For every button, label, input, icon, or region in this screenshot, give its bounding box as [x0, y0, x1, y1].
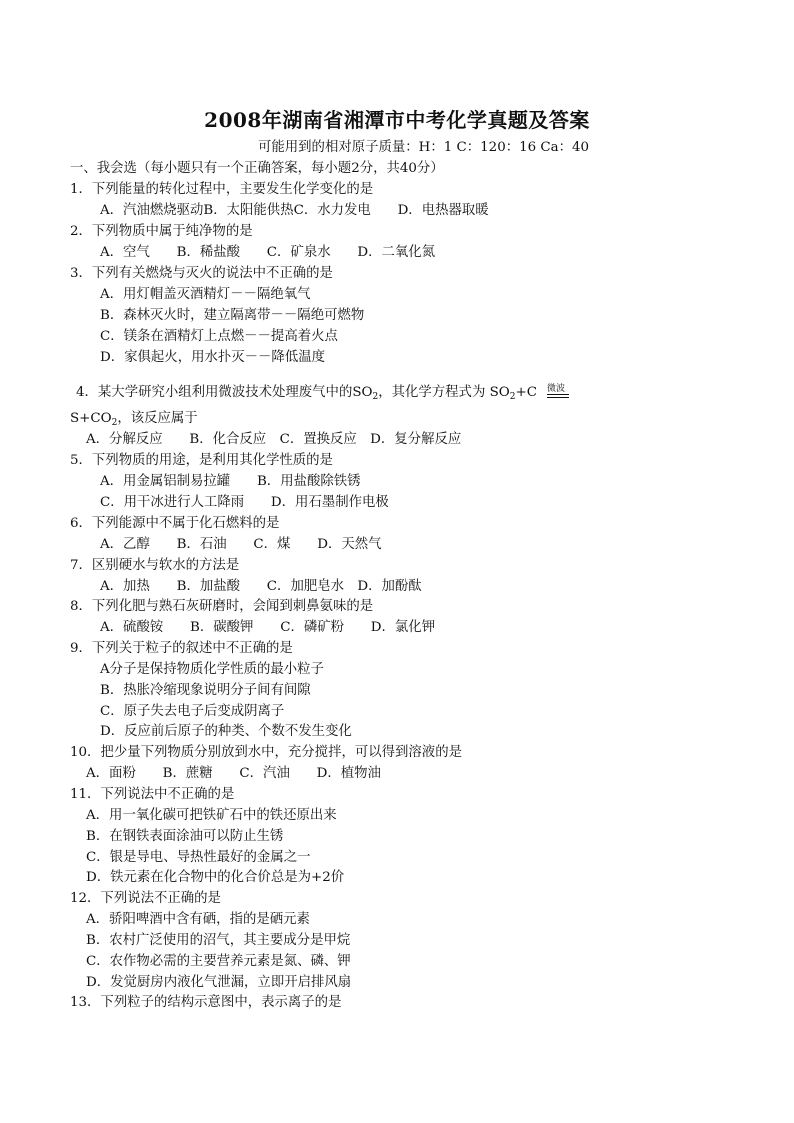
question-11-option-b: B．在钢铁表面涂油可以防止生锈 [86, 829, 284, 844]
question-4-stem-text-3: +C [515, 385, 537, 400]
question-4-stem [76, 384, 575, 402]
reaction-condition-arrow [537, 384, 575, 402]
subscript: 2 [111, 418, 118, 428]
question-10-options: A．面粉 B．蔗糖 C．汽油 D．植物油 [86, 766, 381, 781]
question-6-options: A．乙醇 B．石油 C．煤 D．天然气 [100, 537, 382, 552]
question-3-option-b: B．森林灭火时，建立隔离带－－隔绝可燃物 [100, 308, 365, 323]
page-title: 2008年湖南省湘潭市中考化学真题及答案 [204, 108, 590, 132]
question-4-stem-text-2: ，其化学方程式为 SO [378, 385, 510, 400]
question-1-stem: 1．下列能量的转化过程中，主要发生化学变化的是 [70, 182, 374, 197]
subscript: 2 [509, 392, 516, 402]
question-11-stem: 11．下列说法中不正确的是 [70, 787, 235, 802]
question-9-option-c: C．原子失去电子后变成阴离子 [100, 704, 285, 719]
equal-sign-bar [547, 394, 569, 395]
question-9-option-b: B．热胀冷缩现象说明分子间有间隙 [100, 683, 311, 698]
question-11-option-a: A．用一氧化碳可把铁矿石中的铁还原出来 [86, 808, 337, 823]
question-8-stem: 8．下列化肥与熟石灰研磨时，会闻到刺鼻氨味的是 [70, 599, 374, 614]
question-6-stem: 6．下列能源中不属于化石燃料的是 [70, 516, 280, 531]
question-12-stem: 12．下列说法不正确的是 [70, 891, 221, 906]
question-11-option-d: D．铁元素在化合物中的化合价总是为+2价 [86, 870, 345, 885]
question-5-options-cd: C．用干冰进行人工降雨 D．用石墨制作电极 [100, 495, 389, 510]
question-3-option-d: D．家俱起火，用水扑灭－－降低温度 [100, 350, 325, 365]
equal-sign-bar [547, 397, 569, 398]
question-2-stem: 2．下列物质中属于纯净物的是 [70, 224, 253, 239]
question-4-products: S+CO [70, 411, 112, 426]
question-3-option-c: C．镁条在酒精灯上点燃－－提高着火点 [100, 329, 338, 344]
question-12-option-d: D．发觉厨房内液化气泄漏，立即开启排风扇 [86, 975, 352, 990]
question-5-stem: 5．下列物质的用途，是利用其化学性质的是 [70, 453, 333, 468]
question-8-options: A．硫酸铵 B．碳酸钾 C．磷矿粉 D．氯化钾 [100, 620, 436, 635]
question-9-stem: 9．下列关于粒子的叙述中不正确的是 [70, 641, 293, 656]
question-4-stem-text: 4．某大学研究小组利用微波技术处理废气中的SO [76, 385, 373, 400]
question-12-option-b: B．农村广泛使用的沼气，其主要成分是甲烷 [86, 933, 351, 948]
question-7-options: A．加热 B．加盐酸 C．加肥皂水 D．加酚酞 [100, 579, 422, 594]
question-11-option-c: C．银是导电、导热性最好的金属之一 [86, 850, 311, 865]
reaction-condition-label: 微波 [546, 384, 565, 394]
question-9-option-a: A分子是保持物质化学性质的最小粒子 [100, 662, 324, 677]
question-3-option-a: A．用灯帽盖灭酒精灯－－隔绝氧气 [100, 287, 311, 302]
question-4-stem-end: ，该反应属于 [117, 411, 198, 426]
question-12-option-c: C．农作物必需的主要营养元素是氮、磷、钾 [86, 954, 351, 969]
question-4-stem-continued [70, 410, 198, 428]
question-7-stem: 7．区别硬水与软水的方法是 [70, 558, 240, 573]
question-1-options: A．汽油燃烧驱动B．太阳能供热C．水力发电 D．电热器取暖 [100, 203, 489, 218]
subscript: 2 [372, 392, 379, 402]
question-2-options: A．空气 B．稀盐酸 C．矿泉水 D．二氧化氮 [100, 245, 436, 260]
atomic-mass-note: 可能用到的相对原子质量：H：1 C：120：16 Ca：40 [258, 140, 590, 155]
question-10-stem: 10．把少量下列物质分别放到水中，充分搅拌，可以得到溶液的是 [70, 745, 462, 760]
question-12-option-a: A．骄阳啤酒中含有硒，指的是硒元素 [86, 912, 310, 927]
section-heading: 一、我会选（每小题只有一个正确答案，每小题2分，共40分） [70, 161, 444, 176]
question-3-stem: 3．下列有关燃烧与灭火的说法中不正确的是 [70, 266, 333, 281]
question-5-options-ab: A．用金属铝制易拉罐 B．用盐酸除铁锈 [100, 474, 361, 489]
question-9-option-d: D．反应前后原子的种类、个数不发生变化 [100, 724, 352, 739]
question-4-options: A．分解反应 B．化合反应 C．置换反应 D．复分解反应 [86, 432, 462, 447]
question-13-stem: 13．下列粒子的结构示意图中，表示离子的是 [70, 995, 342, 1010]
